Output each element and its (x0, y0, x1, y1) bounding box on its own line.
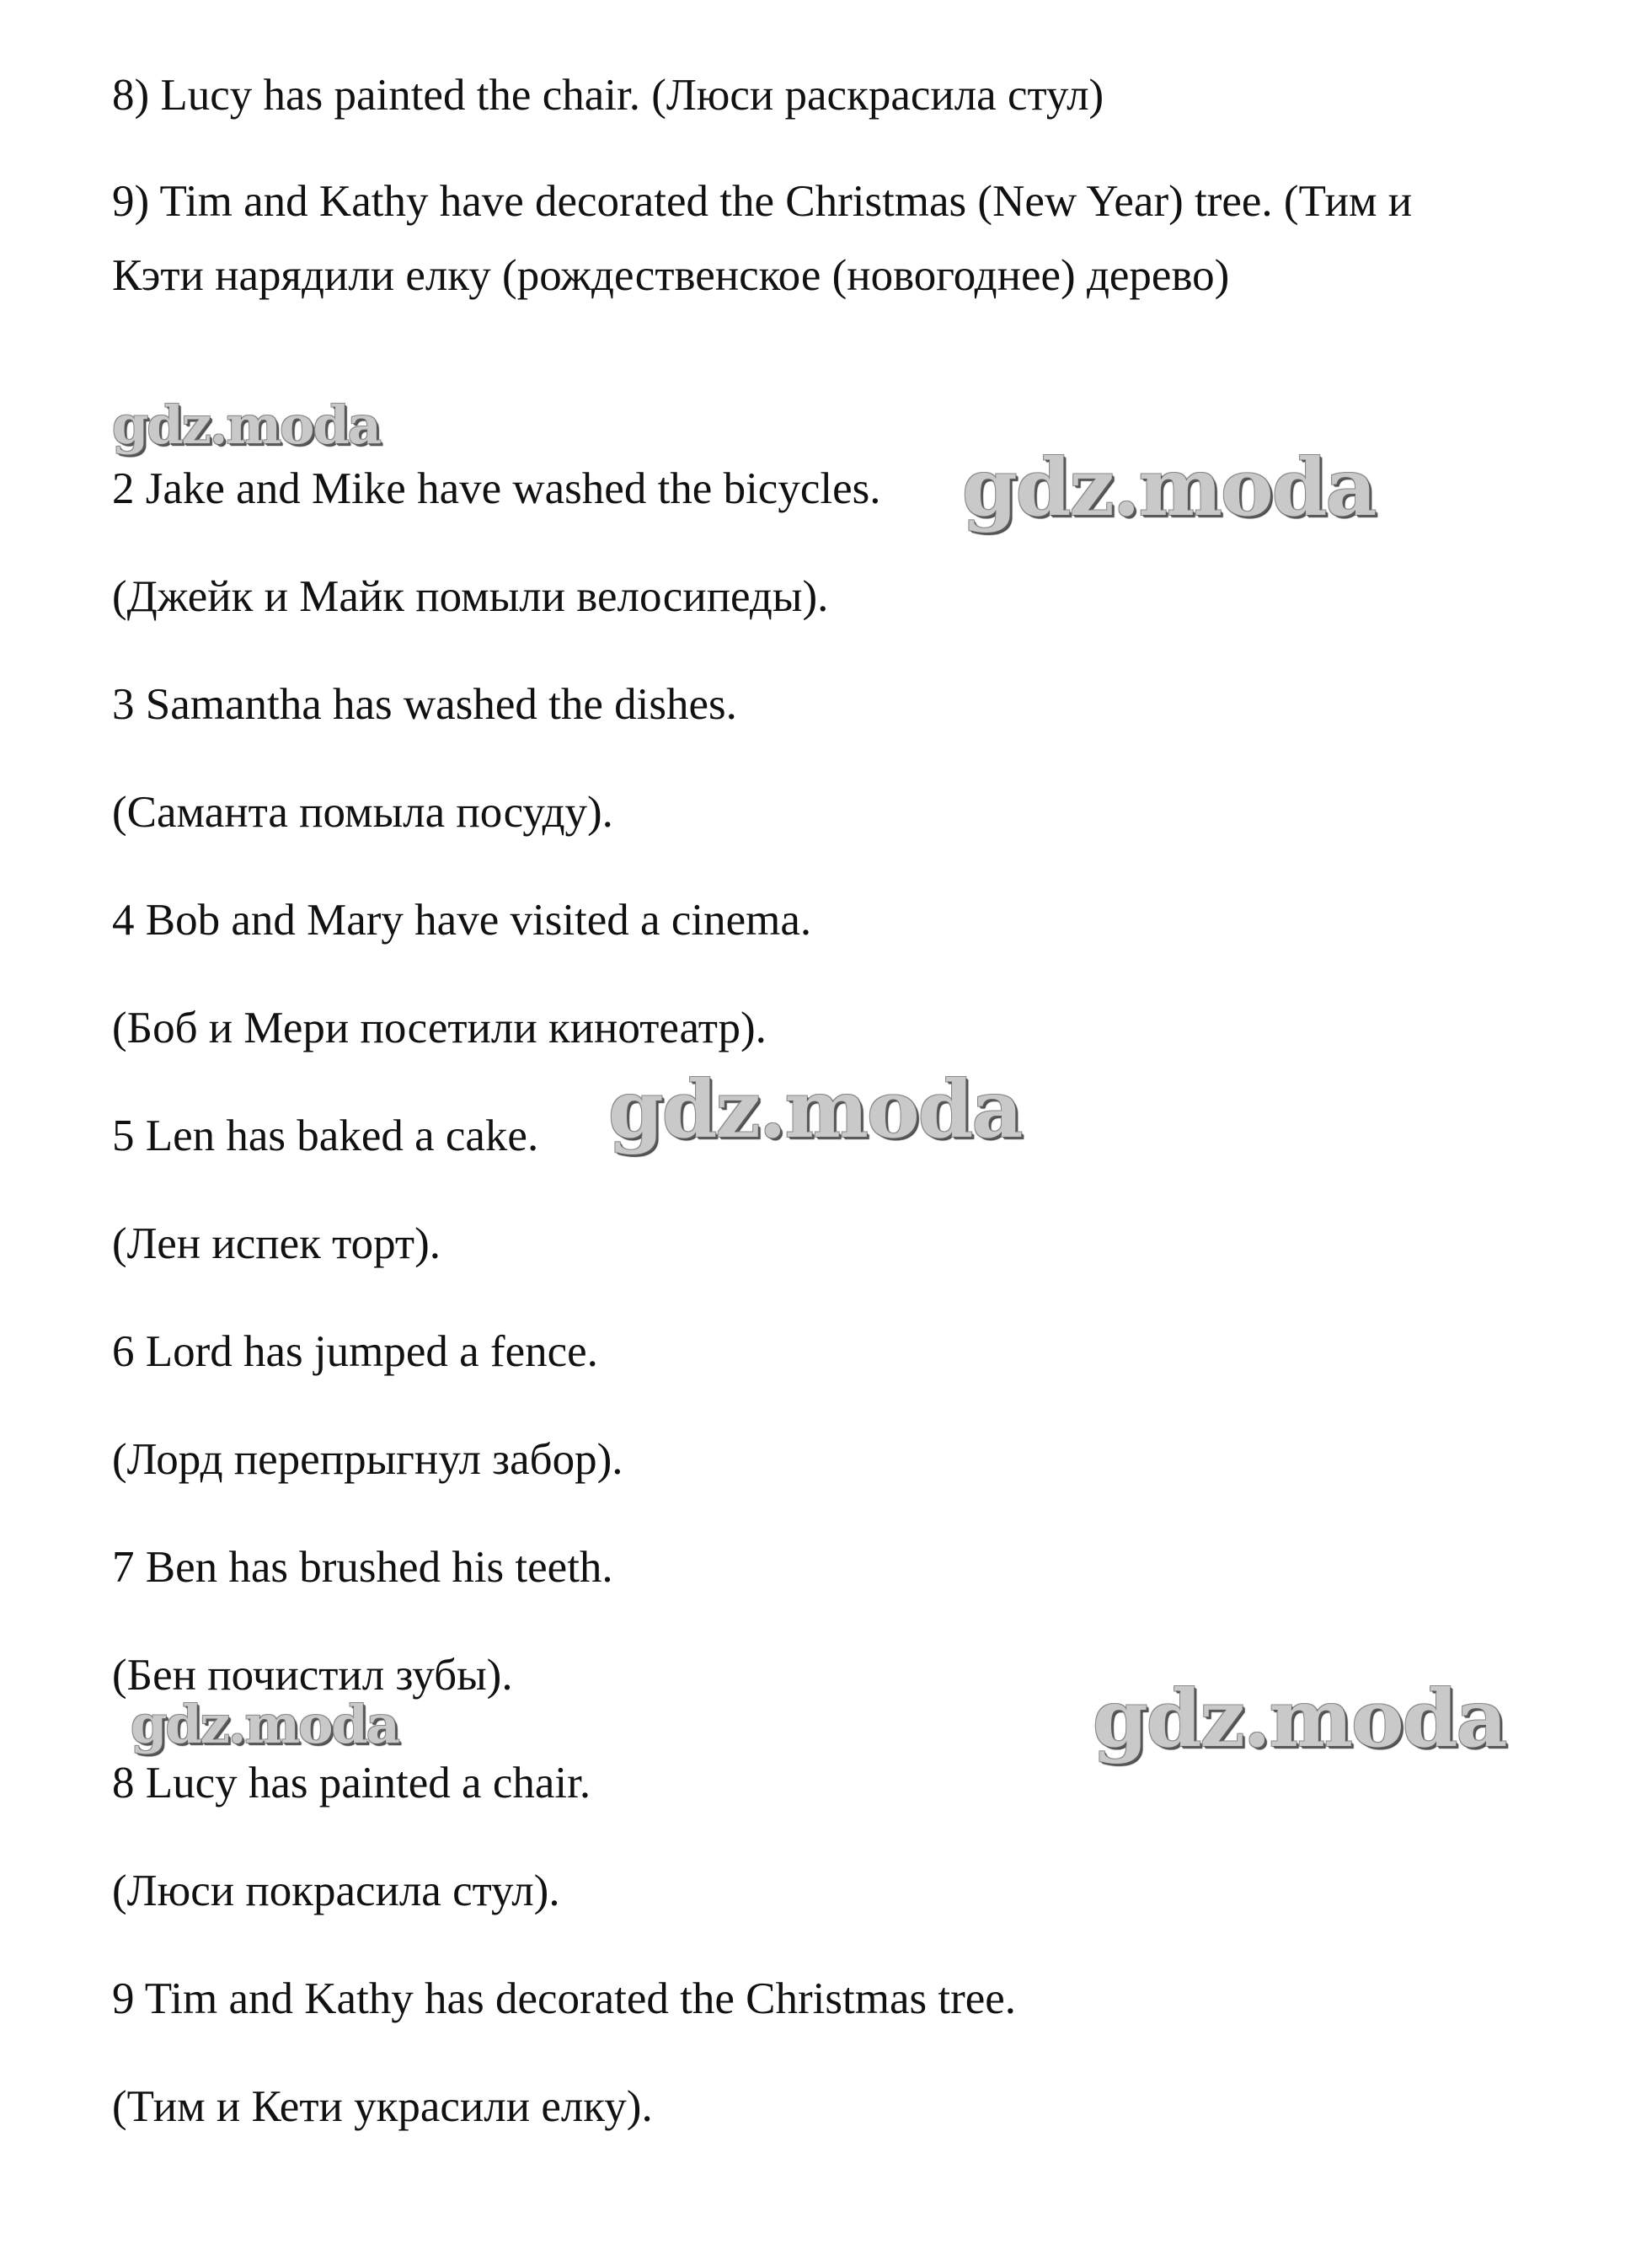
text-line-2-translation: (Джейк и Майк помыли велосипеды). (112, 572, 829, 621)
text-line-3: 3 Samantha has washed the dishes. (112, 680, 737, 729)
watermark: gdz.moda (962, 442, 1376, 534)
text-line-9-paren: 9) Tim and Kathy have decorated the Christmas (New Year) tree. (Тим и (112, 177, 1413, 226)
text-line-5-translation: (Лен испек торт). (112, 1219, 441, 1268)
watermark: gdz.moda (608, 1063, 1022, 1156)
text-line-2: 2 Jake and Mike have washed the bicycles. (112, 464, 881, 513)
text-line-9: 9 Tim and Kathy has decorated the Christmas tree. (112, 1974, 1017, 2023)
text-line-4-translation: (Боб и Мери посетили кинотеатр). (112, 1004, 767, 1052)
text-line-9-continued: Кэти нарядили елку (рождественское (новогоднее) дерево) (112, 251, 1230, 300)
watermark: gdz.moda (131, 1694, 398, 1755)
text-line-4: 4 Bob and Mary have visited a cinema. (112, 896, 812, 945)
text-line-8-paren: 8) Lucy has painted the chair. (Люси раскрасила стул) (112, 71, 1104, 120)
text-line-6-translation: (Лорд перепрыгнул забор). (112, 1435, 623, 1484)
text-line-6: 6 Lord has jumped a fence. (112, 1327, 598, 1376)
text-line-8-translation: (Люси покрасила стул). (112, 1866, 560, 1915)
text-line-7-translation: (Бен почистил зубы). (112, 1651, 513, 1700)
text-line-9-translation: (Тим и Кети украсили елку). (112, 2082, 653, 2131)
text-line-5: 5 Len has baked a cake. (112, 1111, 539, 1160)
text-line-7: 7 Ben has brushed his teeth. (112, 1543, 613, 1592)
text-line-8: 8 Lucy has painted a chair. (112, 1759, 591, 1807)
watermark: gdz.moda (112, 394, 380, 456)
text-line-3-translation: (Саманта помыла посуду). (112, 788, 613, 837)
watermark: gdz.moda (1093, 1673, 1506, 1765)
